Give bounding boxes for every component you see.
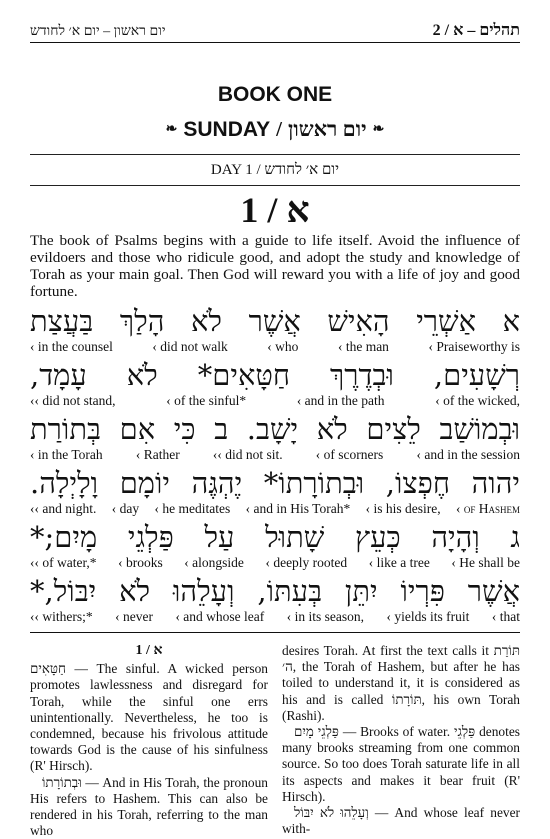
- gloss-word: ‹‹ did not stand,: [30, 393, 116, 408]
- hebrew-text: וּבְמוֹשַׁב לֵצִים לֹא יָשָׁב. ב כִּי אִם בְּתוֹרַת: [30, 412, 520, 446]
- gloss-word: ‹ never: [115, 609, 153, 624]
- hebrew-text: אֲשֶׁר פִּרְיוֹ יִתֵּן בְּעִתּוֹ, וְעָלֵהוּ לֹא יִבּוֹל,*: [30, 574, 520, 608]
- gloss-word: ‹ brooks: [118, 555, 163, 570]
- gloss-word: ‹ of scorners: [315, 447, 384, 462]
- gloss-word: ‹ did not walk: [152, 339, 228, 354]
- gloss-word: ‹ of Hashem: [455, 501, 520, 516]
- gloss-word: ‹ is his desire,: [365, 501, 441, 516]
- ornament-left-icon: ❧: [165, 122, 178, 137]
- hebrew-text: ג וְהָיָה כְּעֵץ שָׁתוּל עַל פַּלְגֵי מָיִם;*: [30, 520, 520, 554]
- verse-line: [30, 412, 520, 462]
- gloss-word: ‹ in the counsel: [30, 339, 113, 354]
- gloss-row: [30, 339, 520, 354]
- gloss-word: ‹ the man: [337, 339, 389, 354]
- note-lemma: חַטָּאִים: [30, 661, 66, 677]
- note-paragraph: [282, 643, 520, 724]
- gloss-word: ‹ and in the path: [296, 393, 385, 408]
- note-text: — Brooks of water. פַּלְגֵי denotes many brooks streaming from one common source. So too does Torah saturate life in all its aspects and makes it bear fruit (R' Hirsch).: [282, 724, 520, 804]
- gloss-word: ‹‹ withers;*: [30, 609, 93, 624]
- note-paragraph: [30, 775, 268, 839]
- note-text: — And whose leaf never with-: [282, 805, 520, 837]
- gloss-word: ‹ and in His Torah*: [245, 501, 351, 516]
- day-separator: /: [276, 117, 282, 141]
- note-paragraph: [282, 724, 520, 805]
- notes-column-right: [282, 643, 520, 839]
- gloss-row: [30, 609, 520, 624]
- gloss-word: ‹‹ did not sit.: [212, 447, 283, 462]
- notes-column-left: [30, 643, 268, 839]
- gloss-word: ‹ of the sinful*: [166, 393, 247, 408]
- gloss-word: ‹ Rather: [135, 447, 180, 462]
- header-page-number: 2 / תהלים – א: [432, 22, 520, 39]
- verse-line: [30, 574, 520, 624]
- gloss-word: ‹‹ and night.: [30, 501, 97, 516]
- note-text: desires Torah. At first the text calls it תּוֹרַת ה׳, the Torah of Hashem, but after he has toiled to understand it, it is considered as his and is called תּוֹרָתוֹ, his own Torah (Rashi).: [282, 643, 521, 723]
- notes-heading: 1 / א: [135, 643, 163, 658]
- hebrew-text: א אַשְׁרֵי הָאִישׁ אֲשֶׁר לֹא הָלַךְ בַּעֲצַת: [30, 304, 520, 338]
- note-paragraph: [282, 805, 520, 837]
- day-hebrew: יום ראשון: [287, 117, 367, 141]
- hebrew-text: רְשָׁעִים, וּבְדֶרֶךְ חַטָּאִים* לֹא עָמָד,: [30, 358, 520, 392]
- note-text: — And in His Torah, the pronoun His refers to Hashem. This can also be rendered in his Torah, referring to the man who: [30, 774, 268, 839]
- verse-line: [30, 520, 520, 570]
- gloss-word: ‹ deeply rooted: [265, 555, 348, 570]
- book-title: BOOK ONE: [217, 83, 333, 106]
- note-lemma: וְעָלֵהוּ לֹא יִבּוֹל: [294, 805, 369, 821]
- gloss-word: ‹ in the Torah: [30, 447, 103, 462]
- note-text: — The sinful. A wicked person promotes lawlessness and disregard for Torah, while the sinful one errs unintentionally. Nevertheless, he too is condemned, because his frivolous attitude towards God is the cause of his sinfulness (R' Hirsch).: [30, 661, 268, 774]
- gloss-word: ‹ alongside: [184, 555, 244, 570]
- gloss-word: ‹ Praiseworthy is: [428, 339, 520, 354]
- gloss-word: ‹ who: [267, 339, 299, 354]
- gloss-word: ‹‹ of water,*: [30, 555, 97, 570]
- gloss-word: ‹ and whose leaf: [175, 609, 265, 624]
- psalm-number: 1 / א: [240, 190, 310, 230]
- gloss-word: ‹ in its season,: [286, 609, 365, 624]
- page: [30, 22, 520, 839]
- gloss-word: ‹ like a tree: [368, 555, 430, 570]
- psalm-intro: The book of Psalms begins with a guide to life itself. Avoid the influence of evildoers and those who ridicule good, and adopt the study and knowledge of Torah as your main goal. Then God will reward you with a life of joy and good fortune.: [30, 232, 520, 300]
- gloss-row: [30, 501, 520, 516]
- ornament-right-icon: ❧: [372, 122, 385, 137]
- day-title: [30, 117, 520, 142]
- gloss-word: ‹ and in the session: [416, 447, 520, 462]
- verse-line: [30, 466, 520, 516]
- gloss-word: ‹ that: [491, 609, 520, 624]
- gloss-word: ‹ yields its fruit: [386, 609, 470, 624]
- note-lemma: פַּלְגֵי מָיִם: [294, 724, 339, 740]
- divider: [30, 185, 520, 186]
- day-english: SUNDAY: [183, 117, 271, 141]
- note-lemma: וּבְתוֹרָתוֹ: [42, 774, 82, 790]
- gloss-word: ‹ of the wicked,: [435, 393, 520, 408]
- verse-line: [30, 304, 520, 354]
- verse-line: [30, 358, 520, 408]
- running-header: [30, 22, 520, 42]
- day-of-month: DAY 1 / יום א׳ לחודש: [210, 162, 340, 178]
- hebrew-text: יהוה חֶפְצוֹ, וּבְתוֹרָתוֹ* יֶהְגֶּה יוֹמָם וָלָיְלָה.: [30, 466, 520, 500]
- gloss-row: [30, 447, 520, 462]
- note-paragraph: [30, 661, 268, 774]
- header-day: יום ראשון – יום א׳ לחודש: [30, 24, 166, 39]
- gloss-row: [30, 393, 520, 408]
- gloss-word: ‹ day: [111, 501, 140, 516]
- gloss-word: ‹ he meditates: [154, 501, 231, 516]
- gloss-word: ‹ He shall be: [451, 555, 520, 570]
- commentary-notes: [30, 643, 520, 839]
- gloss-row: [30, 555, 520, 570]
- header-rule: [30, 42, 520, 43]
- notes-rule: [30, 632, 520, 633]
